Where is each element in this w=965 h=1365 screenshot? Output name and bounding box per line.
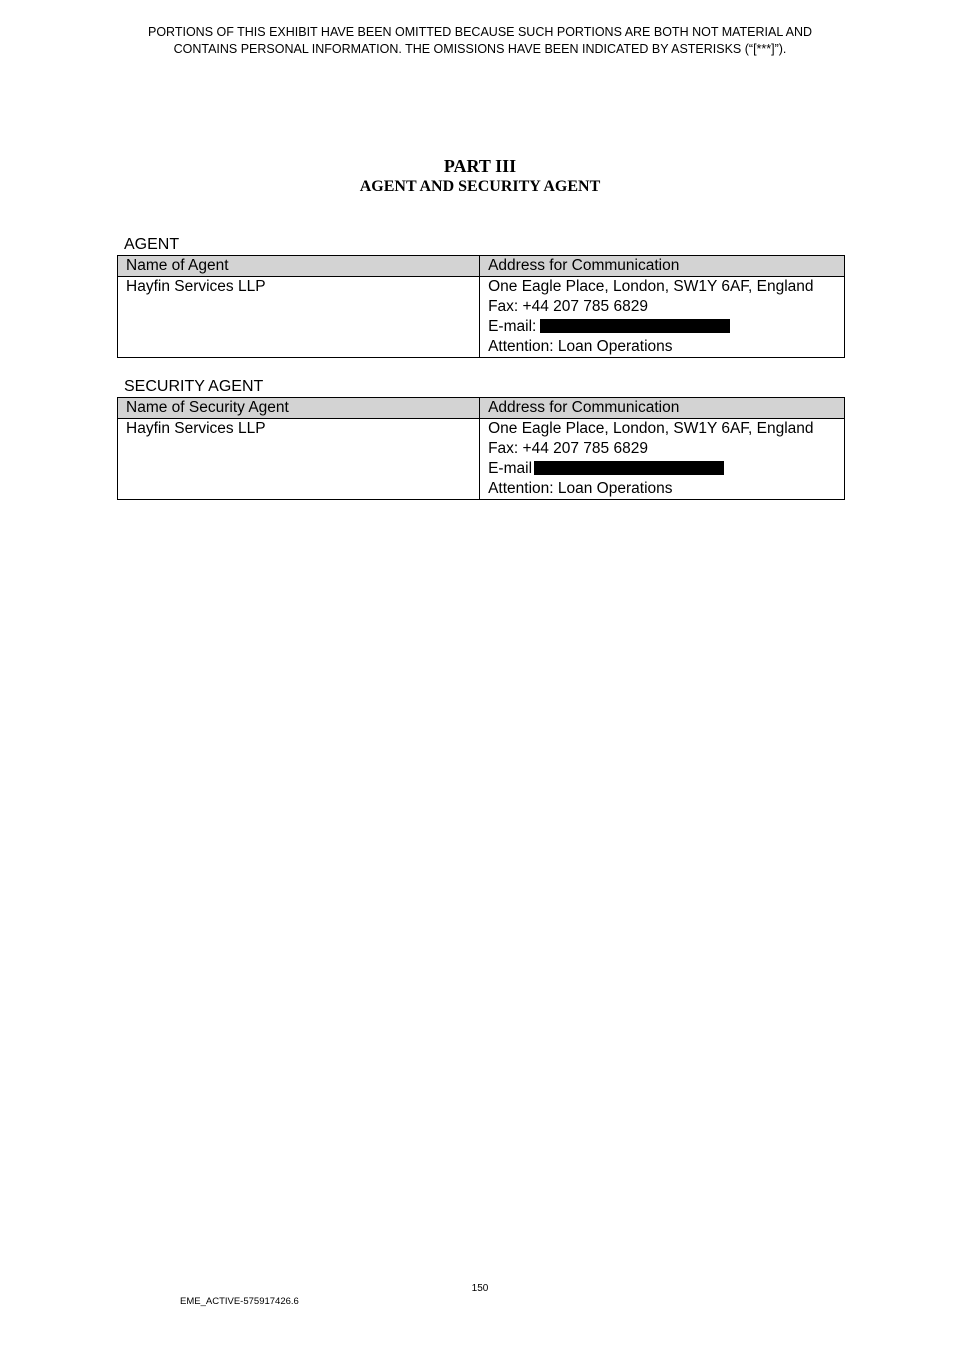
agent-email-line xyxy=(488,317,836,337)
security-agent-email-label: E-mail xyxy=(488,460,533,477)
security-agent-table-row xyxy=(118,419,845,500)
agent-fax: Fax: +44 207 785 6829 xyxy=(488,298,648,315)
security-agent-address-cell xyxy=(480,419,845,500)
part-subtitle: AGENT AND SECURITY AGENT xyxy=(359,178,601,195)
agent-address-column-header: Address for Communication xyxy=(480,256,845,277)
security-agent-email-redaction-box xyxy=(534,461,724,475)
security-agent-section-label: SECURITY AGENT xyxy=(124,378,264,395)
security-agent-name-column-header: Name of Security Agent xyxy=(118,398,480,419)
agent-address: One Eagle Place, London, SW1Y 6AF, England xyxy=(488,278,814,295)
agent-name-column-header: Name of Agent xyxy=(118,256,480,277)
page-number: 150 xyxy=(471,1283,489,1294)
security-agent-address: One Eagle Place, London, SW1Y 6AF, England xyxy=(488,420,814,437)
redaction-notice xyxy=(110,24,850,58)
security-agent-fax: Fax: +44 207 785 6829 xyxy=(488,440,648,457)
security-agent-email-line xyxy=(488,459,836,479)
security-agent-table xyxy=(117,397,845,500)
agent-attention: Attention: Loan Operations xyxy=(488,338,673,355)
agent-name-cell xyxy=(118,277,480,358)
agent-table xyxy=(117,255,845,358)
document-reference: EME_ACTIVE-575917426.6 xyxy=(180,1296,299,1307)
redaction-notice-line-2: CONTAINS PERSONAL INFORMATION. THE OMISSIONS HAVE BEEN INDICATED BY ASTERISKS (“[***]”). xyxy=(173,42,787,56)
agent-name: Hayfin Services LLP xyxy=(126,278,266,295)
part-title: PART III xyxy=(443,156,517,176)
agent-section-label: AGENT xyxy=(124,236,180,253)
security-agent-name: Hayfin Services LLP xyxy=(126,420,266,437)
security-agent-address-column-header: Address for Communication xyxy=(480,398,845,419)
agent-table-row xyxy=(118,277,845,358)
agent-address-cell xyxy=(480,277,845,358)
part-heading xyxy=(0,155,960,197)
agent-email-label: E-mail: xyxy=(488,318,537,335)
agent-table-header-row xyxy=(118,256,845,277)
security-agent-name-cell xyxy=(118,419,480,500)
security-agent-table-header-row xyxy=(118,398,845,419)
security-agent-attention: Attention: Loan Operations xyxy=(488,480,673,497)
redaction-notice-line-1: PORTIONS OF THIS EXHIBIT HAVE BEEN OMITTED BECAUSE SUCH PORTIONS ARE BOTH NOT MATERIAL AND xyxy=(147,25,812,39)
agent-email-redaction-box xyxy=(540,319,730,333)
